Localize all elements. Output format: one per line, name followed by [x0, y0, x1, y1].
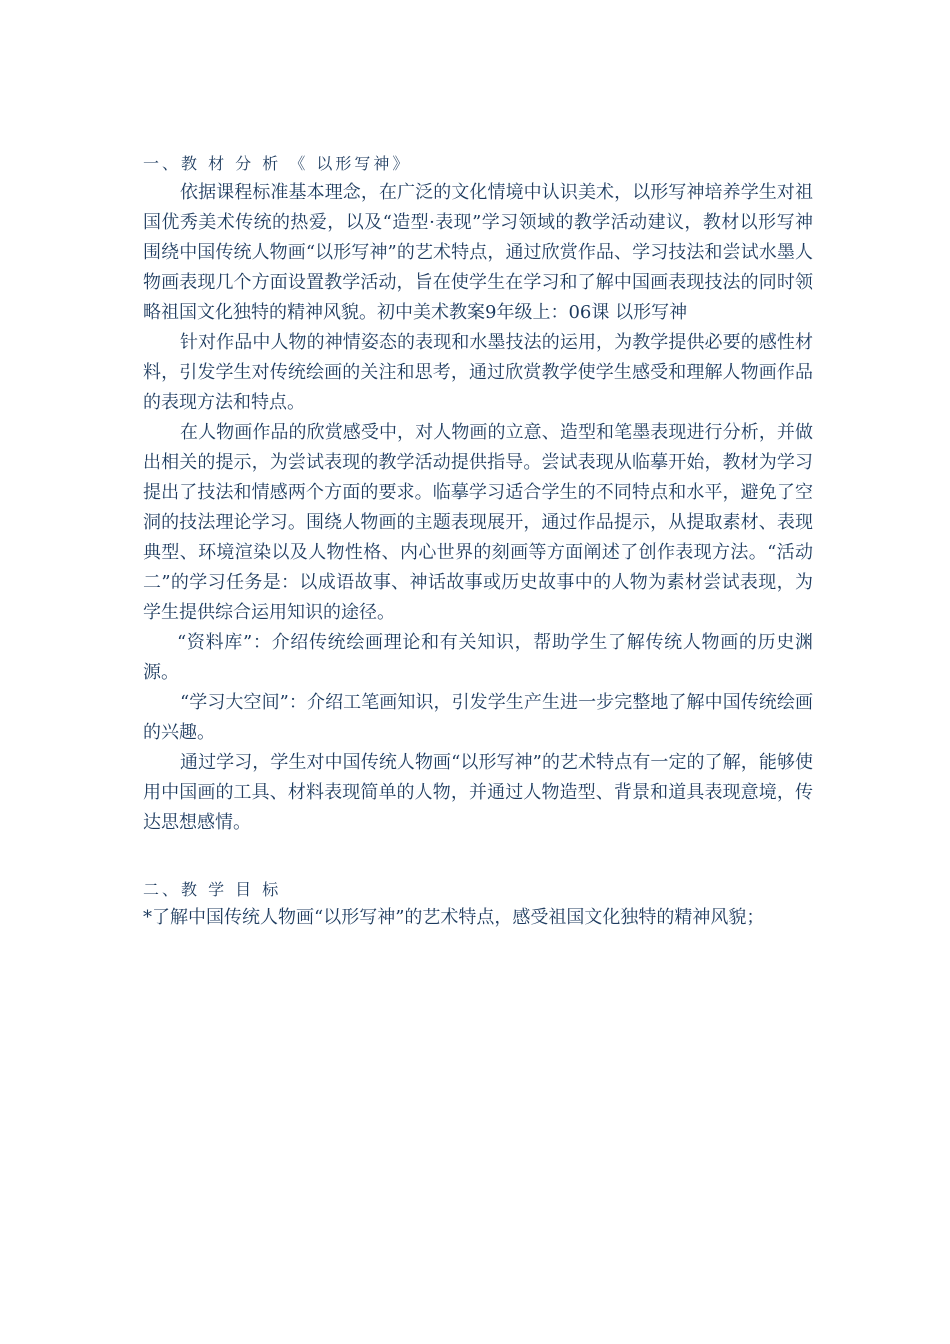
paragraph-curriculum-basis: 依据课程标准基本理念，在广泛的文化情境中认识美术，以形写神培养学生对祖国优秀美术传统的热爱，以及“造型·表现”学习领域的教学活动建议，教材以形写神围绕中国传统人物画“以形写神”的艺术特点，通过欣赏作品、学习技法和尝试水墨人物画表现几个方面设置教学活动，旨在使学生在学习和了解中国画表现技法的同时领略祖国文化独特的精神风貌。初中美术教案9年级上：06课 以形写神 [143, 182, 813, 323]
goal-item: *了解中国传统人物画“以形写神”的艺术特点，感受祖国文化独特的精神风貌； [143, 907, 765, 928]
section-heading-textbook-analysis: 一、教 材 分 析 《 以形写神》 [143, 154, 412, 173]
section-gap [143, 838, 813, 876]
paragraph-figure-painting-analysis: 在人物画作品的欣赏感受中，对人物画的立意、造型和笔墨表现进行分析，并做出相关的提示，为尝试表现的教学活动提供指导。尝试表现从临摹开始，教材为学习提出了技法和情感两个方面的要求。临摹学习适合学生的不同特点和水平，避免了空洞的技法理论学习。围绕人物画的主题表现展开，通过作品提示，从提取素材、表现典型、环境渲染以及人物性格、内心世界的刻画等方面阐述了创作表现方法。“活动二”的学习任务是：以成语故事、神话故事或历史故事中的人物为素材尝试表现，为学生提供综合运用知识的途径。 [143, 422, 813, 623]
paragraph-resource-library: “资料库”：介绍传统绘画理论和有关知识，帮助学生了解传统人物画的历史渊源。 [143, 632, 813, 683]
section-heading-teaching-goals: 二、教 学 目 标 [143, 880, 282, 899]
document-body [143, 150, 813, 932]
paragraph-learning-outcome: 通过学习，学生对中国传统人物画“以形写神”的艺术特点有一定的了解，能够使用中国画的工具、材料表现简单的人物，并通过人物造型、背景和道具表现意境，传达思想感情。 [143, 752, 813, 833]
paragraph-learning-space: “学习大空间”：介绍工笔画知识，引发学生产生进一步完整地了解中国传统绘画的兴趣。 [143, 692, 813, 743]
paragraph-appreciation-materials: 针对作品中人物的神情姿态的表现和水墨技法的运用，为教学提供必要的感性材料，引发学生对传统绘画的关注和思考，通过欣赏教学使学生感受和理解人物画作品的表现方法和特点。 [143, 332, 813, 413]
